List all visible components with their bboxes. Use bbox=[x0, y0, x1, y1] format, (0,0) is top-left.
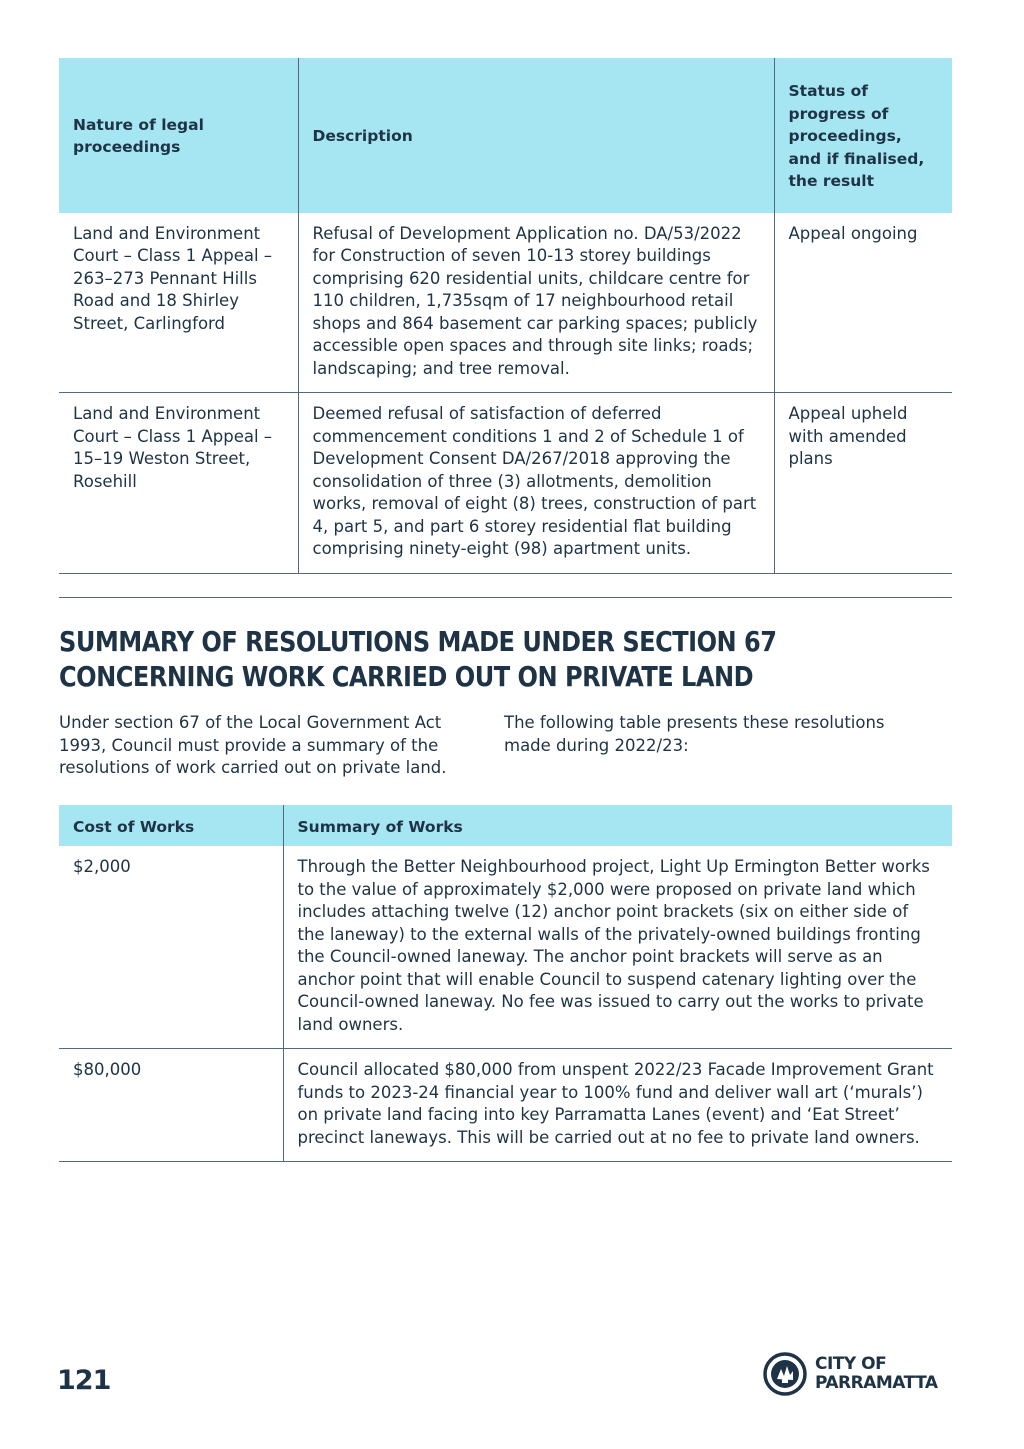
cell-summary: Council allocated $80,000 from unspent 2022/23 Facade Improvement Grant funds to 2023-24 financial year to 100% fund and deliver wall art (‘murals’) on private land facing into key Parramatta Lanes (event) and ‘Eat Street’ precinct laneways. This will be carried out at no fee to private land owners. bbox=[283, 1049, 952, 1162]
city-seal-icon bbox=[763, 1352, 807, 1396]
cell-status: Appeal ongoing bbox=[774, 213, 952, 393]
logo-line-1: CITY OF bbox=[815, 1354, 887, 1374]
cell-description: Deemed refusal of satisfaction of deferred commencement conditions 1 and 2 of Schedule 1 of Development Consent DA/267/2018 approving the consolidation of three (3) allotments, demolition works, removal of eight (8) trees, construction of part 4, part 5, and part 6 storey residential flat building comprising ninety-eight (98) apartment units. bbox=[298, 393, 774, 574]
intro-right: The following table presents these resolutions made during 2022/23: bbox=[504, 713, 885, 755]
table-row bbox=[59, 213, 952, 393]
table-row bbox=[59, 393, 952, 574]
section-divider bbox=[59, 597, 952, 598]
header-description: Description bbox=[298, 58, 774, 213]
city-of-parramatta-logo bbox=[763, 1352, 953, 1398]
cell-description: Refusal of Development Application no. DA/53/2022 for Construction of seven 10-13 storey buildings comprising 620 residential units, childcare centre for 110 children, 1,735sqm of 17 neighbourhood retail shops and 864 basement car parking spaces; publicly accessible open spaces and through site links; roads; landscaping; and tree removal. bbox=[298, 213, 774, 393]
cell-nature: Land and Environment Court – Class 1 Appeal – 263–273 Pennant Hills Road and 18 Shirley Street, Carlingford bbox=[59, 213, 298, 393]
table-header-row bbox=[59, 58, 952, 213]
header-summary: Summary of Works bbox=[283, 805, 952, 846]
legal-proceedings-table bbox=[59, 58, 952, 574]
page-number: 121 bbox=[57, 1365, 111, 1396]
cell-cost: $2,000 bbox=[59, 846, 283, 1049]
table-row bbox=[59, 846, 952, 1049]
header-cost: Cost of Works bbox=[59, 805, 283, 846]
header-status: Status of progress of proceedings, and if finalised, the result bbox=[774, 58, 952, 213]
table-header-row bbox=[59, 805, 952, 846]
table-row bbox=[59, 1049, 952, 1162]
cell-cost: $80,000 bbox=[59, 1049, 283, 1162]
logo-text bbox=[815, 1355, 938, 1393]
cell-nature: Land and Environment Court – Class 1 Appeal – 15–19 Weston Street, Rosehill bbox=[59, 393, 298, 574]
intro-left: Under section 67 of the Local Government Act 1993, Council must provide a summary of the resolutions of work carried out on private land. bbox=[59, 713, 447, 777]
header-nature: Nature of legal proceedings bbox=[59, 58, 298, 213]
cell-summary: Through the Better Neighbourhood project, Light Up Ermington Better works to the value of approximately $2,000 were proposed on private land which includes attaching twelve (12) anchor point brackets (six on either side of the laneway) to the external walls of the privately-owned buildings fronting the Council-owned laneway. The anchor point brackets will serve as an anchor point that will enable Council to suspend catenary lighting over the Council-owned laneway. No fee was issued to carry out the works to private land owners. bbox=[283, 846, 952, 1049]
logo-line-2: PARRAMATTA bbox=[815, 1373, 938, 1393]
section-heading: SUMMARY OF RESOLUTIONS MADE UNDER SECTION 67 CONCERNING WORK CARRIED OUT ON PRIVATE LAND bbox=[59, 625, 777, 693]
works-table bbox=[59, 805, 952, 1162]
cell-status: Appeal upheld with amended plans bbox=[774, 393, 952, 574]
